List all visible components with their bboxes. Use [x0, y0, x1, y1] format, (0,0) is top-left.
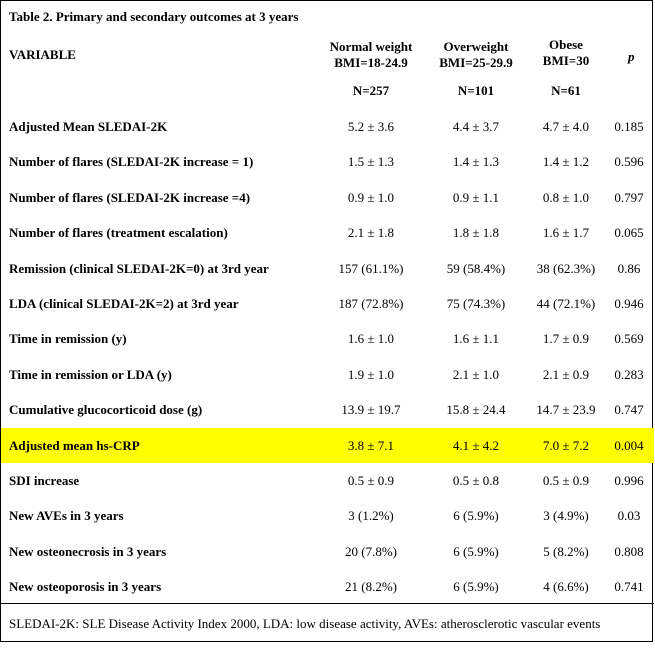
footnote-text: SLEDAI-2K: SLE Disease Activity Index 2000, LDA: low disease activity, AVEs: atherosclerotic vascular events: [9, 616, 601, 631]
obese-value: 38 (62.3%): [536, 260, 596, 276]
normal-weight-value: 3.8 ± 7.1: [347, 437, 395, 453]
overweight-label: Overweight: [443, 39, 509, 54]
p-value: 0.065: [614, 225, 644, 241]
p-value: 0.596: [614, 154, 644, 170]
table-row: [1, 569, 654, 604]
normal-weight-value: 157 (61.1%): [338, 260, 404, 276]
obese-value: 4.7 ± 4.0: [542, 119, 590, 134]
table-row: [1, 428, 654, 463]
table-row: [1, 498, 654, 533]
p-value: 0.996: [614, 473, 644, 488]
normal-weight-value: 0.5 ± 0.9: [347, 473, 395, 488]
table-row: [1, 144, 654, 179]
overweight-header: [426, 39, 526, 71]
row-label: LDA (clinical SLEDAI-2K=2) at 3rd year: [9, 296, 239, 311]
normal-weight-header: [321, 39, 421, 71]
overweight-value: 0.9 ± 1.1: [452, 189, 500, 205]
table-row: [1, 180, 654, 215]
overweight-value: 6 (5.9%): [453, 543, 499, 559]
normal-weight-value: 20 (7.8%): [345, 543, 397, 559]
normal-weight-value: 21 (8.2%): [345, 579, 397, 595]
table-header: [1, 35, 654, 99]
obese-value: 1.6 ± 1.7: [542, 225, 590, 241]
table-row: [1, 392, 654, 427]
normal-weight-value: 187 (72.8%): [338, 296, 404, 311]
row-label: Remission (clinical SLEDAI-2K=0) at 3rd year: [9, 260, 269, 276]
row-label: New osteonecrosis in 3 years: [9, 543, 167, 559]
variable-header: VARIABLE: [9, 47, 76, 62]
table-row: [1, 286, 654, 321]
overweight-bmi: BMI=25-29.9: [439, 55, 513, 70]
obese-value: 4 (6.6%): [543, 579, 589, 595]
overweight-value: 1.6 ± 1.1: [452, 331, 500, 347]
row-label: New osteoporosis in 3 years: [9, 579, 162, 595]
overweight-value: 6 (5.9%): [453, 579, 499, 595]
table-row: [1, 215, 654, 250]
row-label: Number of flares (treatment escalation): [9, 225, 228, 241]
n-obese: N=61: [551, 83, 581, 98]
p-value: 0.569: [614, 331, 644, 347]
p-value-header: p: [628, 49, 635, 64]
n-overweight: N=101: [457, 83, 495, 98]
row-label: SDI increase: [9, 473, 80, 488]
obese-value: 2.1 ± 0.9: [542, 366, 590, 382]
overweight-value: 1.4 ± 1.3: [452, 154, 500, 170]
p-value: 0.741: [614, 579, 644, 595]
normal-weight-bmi: BMI=18-24.9: [334, 55, 408, 70]
obese-value: 7.0 ± 7.2: [542, 437, 590, 453]
overweight-value: 75 (74.3%): [446, 296, 506, 311]
table-row: [1, 463, 654, 498]
obese-value: 14.7 ± 23.9: [536, 402, 596, 418]
p-value: 0.185: [614, 119, 644, 134]
p-value: 0.946: [614, 296, 644, 311]
normal-weight-value: 1.6 ± 1.0: [347, 331, 395, 347]
table-row: [1, 321, 654, 356]
p-value: 0.86: [617, 260, 641, 276]
overweight-value: 0.5 ± 0.8: [452, 473, 500, 488]
p-value: 0.03: [617, 508, 641, 524]
table-title: Table 2. Primary and secondary outcomes at 3 years: [9, 9, 299, 24]
obese-bmi: BMI=30: [542, 53, 590, 68]
normal-weight-value: 13.9 ± 19.7: [341, 402, 401, 418]
overweight-value: 4.4 ± 3.7: [452, 119, 500, 134]
obese-value: 0.5 ± 0.9: [542, 473, 590, 488]
table-row: [1, 251, 654, 286]
p-value: 0.747: [614, 402, 644, 418]
obese-header: [531, 37, 601, 69]
row-label: New AVEs in 3 years: [9, 508, 124, 524]
row-label: Adjusted mean hs-CRP: [9, 437, 140, 453]
normal-weight-value: 1.5 ± 1.3: [347, 154, 395, 170]
obese-value: 44 (72.1%): [536, 296, 596, 311]
obese-label: Obese: [549, 37, 583, 52]
n-normal: N=257: [352, 83, 390, 98]
obese-value: 1.4 ± 1.2: [542, 154, 590, 170]
row-label: Number of flares (SLEDAI-2K increase =4): [9, 189, 251, 205]
normal-weight-value: 0.9 ± 1.0: [347, 189, 395, 205]
obese-value: 1.7 ± 0.9: [542, 331, 590, 347]
table-footnote: [1, 603, 654, 644]
normal-weight-value: 3 (1.2%): [348, 508, 394, 524]
table-row: [1, 357, 654, 392]
overweight-value: 6 (5.9%): [453, 508, 499, 524]
overweight-value: 4.1 ± 4.2: [452, 437, 500, 453]
row-label: Time in remission (y): [9, 331, 127, 347]
normal-weight-label: Normal weight: [329, 39, 413, 54]
row-label: Adjusted Mean SLEDAI-2K: [9, 119, 168, 134]
overweight-value: 1.8 ± 1.8: [452, 225, 500, 241]
p-value: 0.283: [614, 366, 644, 382]
row-label: Time in remission or LDA (y): [9, 366, 172, 382]
table-row: [1, 109, 654, 144]
row-label: Cumulative glucocorticoid dose (g): [9, 402, 203, 418]
table-row: [1, 534, 654, 569]
obese-value: 3 (4.9%): [543, 508, 589, 524]
obese-value: 5 (8.2%): [543, 543, 589, 559]
row-label: Number of flares (SLEDAI-2K increase = 1): [9, 154, 254, 170]
overweight-value: 15.8 ± 24.4: [446, 402, 506, 418]
p-value: 0.808: [614, 543, 644, 559]
p-value: 0.004: [614, 437, 644, 453]
p-value: 0.797: [614, 189, 644, 205]
normal-weight-value: 5.2 ± 3.6: [347, 119, 395, 134]
normal-weight-value: 1.9 ± 1.0: [347, 366, 395, 382]
overweight-value: 59 (58.4%): [446, 260, 506, 276]
overweight-value: 2.1 ± 1.0: [452, 366, 500, 382]
obese-value: 0.8 ± 1.0: [542, 189, 590, 205]
normal-weight-value: 2.1 ± 1.8: [347, 225, 395, 241]
